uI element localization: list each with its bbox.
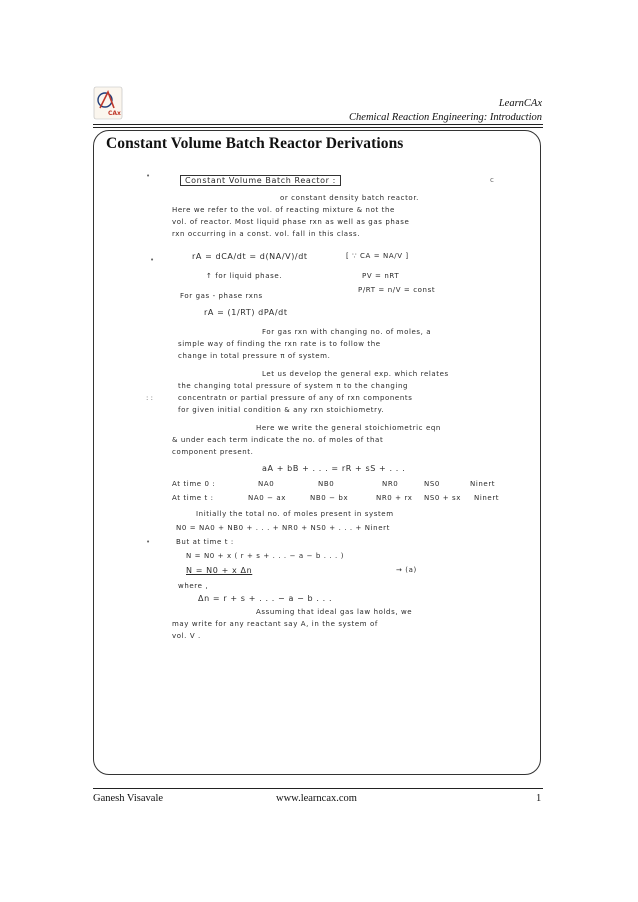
note-line: Here we refer to the vol. of reacting mixture & not the xyxy=(172,206,395,214)
page-number: 1 xyxy=(536,793,542,804)
initial-moles-equation: N0 = NA0 + NB0 + . . . + NR0 + NS0 + . . . + Ninert xyxy=(176,524,390,532)
stoichiometric-equation: aA + bB + . . . = rR + sS + . . . xyxy=(262,464,406,473)
note-line: may write for any reactant say A, in the system of xyxy=(172,620,378,628)
concentration-note: [ ∵ CA = NA/V ] xyxy=(346,252,409,260)
equation-tag: → (a) xyxy=(396,566,417,574)
moles-cell: Ninert xyxy=(470,480,496,488)
note-line: vol. V . xyxy=(172,632,201,640)
header-rule xyxy=(93,124,543,125)
note-line: component present. xyxy=(172,448,254,456)
note-line: Here we write the general stoichiometric eqn xyxy=(256,424,441,432)
delta-n-equation: Δn = r + s + . . . − a − b . . . xyxy=(198,594,333,603)
footer-url[interactable]: www.learncax.com xyxy=(276,793,357,804)
note-line: For gas rxn with changing no. of moles, a xyxy=(262,328,432,336)
notes-heading: Constant Volume Batch Reactor : xyxy=(180,176,341,185)
note-line: Assuming that ideal gas law holds, we xyxy=(256,608,413,616)
note-line: Initially the total no. of moles present in system xyxy=(196,510,394,518)
note-line: simple way of finding the rxn rate is to follow the xyxy=(178,340,381,348)
running-header xyxy=(349,97,542,125)
row-label-time-0: At time 0 : xyxy=(172,480,216,488)
note-line: rxn occurring in a const. vol. fall in this class. xyxy=(172,230,361,238)
margin-dot: • xyxy=(146,172,151,180)
note-line: P/RT = n/V = const xyxy=(358,286,436,294)
moles-cell: Ninert xyxy=(474,494,500,502)
moles-at-t-equation: N = N0 + x ( r + s + . . . − a − b . . . ) xyxy=(186,552,345,560)
moles-delta-equation: N = N0 + x Δn xyxy=(186,566,253,575)
note-line: & under each term indicate the no. of moles of that xyxy=(172,436,384,444)
note-line: or constant density batch reactor. xyxy=(280,194,419,202)
note-line: concentratn or partial pressure of any of rxn components xyxy=(178,394,413,402)
moles-cell: NS0 + sx xyxy=(424,494,462,502)
margin-dot: : : xyxy=(146,394,153,402)
note-line: But at time t : xyxy=(176,538,234,546)
note-line: Let us develop the general exp. which relates xyxy=(262,370,449,378)
header-subtitle: Chemical Reaction Engineering: Introduction xyxy=(349,112,542,123)
note-line: For gas - phase rxns xyxy=(180,292,263,300)
margin-dot: • xyxy=(150,256,155,264)
moles-cell: NR0 xyxy=(382,480,399,488)
margin-dot: • xyxy=(146,538,151,546)
note-line: the changing total pressure of system π to the changing xyxy=(178,382,409,390)
page-title: Constant Volume Batch Reactor Derivations xyxy=(106,135,404,152)
header-rule-2 xyxy=(93,127,543,128)
moles-cell: NA0 − ax xyxy=(248,494,287,502)
note-line: vol. of reactor. Most liquid phase rxn as well as gas phase xyxy=(172,218,410,226)
note-line: where , xyxy=(178,582,209,590)
learncax-logo-icon xyxy=(93,86,123,120)
ideal-gas-law: PV = nRT xyxy=(362,272,400,280)
svg-text:CAx: CAx xyxy=(108,110,121,117)
footer-rule xyxy=(93,788,543,789)
row-label-time-t: At time t : xyxy=(172,494,214,502)
footer-author: Ganesh Visavale xyxy=(93,793,164,804)
note-line: ↑ for liquid phase. xyxy=(206,272,283,280)
brand-name: LearnCAx xyxy=(498,98,542,109)
rate-equation: rA = dCA/dt = d(NA/V)/dt xyxy=(192,252,308,261)
rate-pressure-equation: rA = (1/RT) dPA/dt xyxy=(204,308,288,317)
moles-cell: NB0 − bx xyxy=(310,494,349,502)
moles-cell: NB0 xyxy=(318,480,335,488)
moles-cell: NS0 xyxy=(424,480,440,488)
moles-cell: NA0 xyxy=(258,480,275,488)
margin-dot: c xyxy=(490,176,494,184)
content-frame xyxy=(93,130,541,775)
note-line: change in total pressure π of system. xyxy=(178,352,331,360)
note-line: for given initial condition & any rxn stoichiometry. xyxy=(178,406,385,414)
moles-cell: NR0 + rx xyxy=(376,494,413,502)
